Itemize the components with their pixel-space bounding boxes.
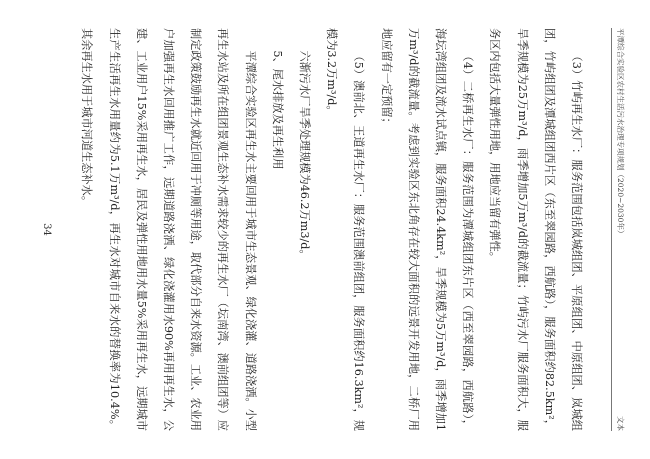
paragraph-aoqian-plant: （5）澳前北、王道再生水厂：服务范围澳前组团，服务面积约16.3km²，规模为3.2万m³/d。 — [325, 28, 366, 431]
paragraph-liujian-plant: 六渐污水厂旱季处理规模为46.2万m3/d。 — [297, 50, 311, 261]
paragraph-erqiao-plant: （4）二桥再生水厂：服务范围为潭城组团东片区（西至翠园路，西航路），海坛湾组团及流水试点镇，服务面积24.4km²，旱季规模为5万m³/d，雨季增加1万m³/d的截流量。考虑到实验区东北角存在较大面积的远景开发用地，二桥厂用地应留有一定预留； — [379, 28, 475, 431]
page-header — [611, 28, 626, 431]
paragraph-reuse: 平潭综合实验区再生水主要回用于城市生态景观、绿化浇灌、道路浇洒。小型再生水站及所在组团景观生态补水需求较少的再生水厂（坛南湾、澳前组团等）应制定政策鼓励再生水就近回用于冲厕等用途，取代部分自来水资源。工业、农业用户加强再生水回用推广工作，远期道路浇洒、绿化浇灌用水90%再用再生水，公建、工业用户15%采用再生水，居民及弹性用地用水量5%采用再生水，远期城市生产生活再生水用量约为5.1万m³/d，再生水对城市自来水的替换率为10.4%。其余再生水用于城市河道生态补水。 — [80, 28, 257, 431]
header-section: 文本 — [616, 416, 625, 431]
section-heading: 5、尾水排放及再生利用 — [270, 50, 284, 170]
page-body — [73, 28, 590, 431]
paragraph-zhuyu-plant: （3）竹屿再生水厂：服务范围包括岚城组团、平原组团、中原组团、岚城组团，竹屿组团及潭城组团西片区（东至翠园路，西航路），服务面积约82.5km²，旱季规模为25万m³/d，雨季增加5万m³/d的截流量；竹屿污水厂服务面积大，服务区内包括大量弹性用地，用地应当留有弹性。 — [488, 28, 583, 431]
header-title: 平潭综合实验区农村生活污水治理专项规划（2020~2030年） — [616, 28, 625, 238]
page-number: 34 — [41, 223, 52, 236]
